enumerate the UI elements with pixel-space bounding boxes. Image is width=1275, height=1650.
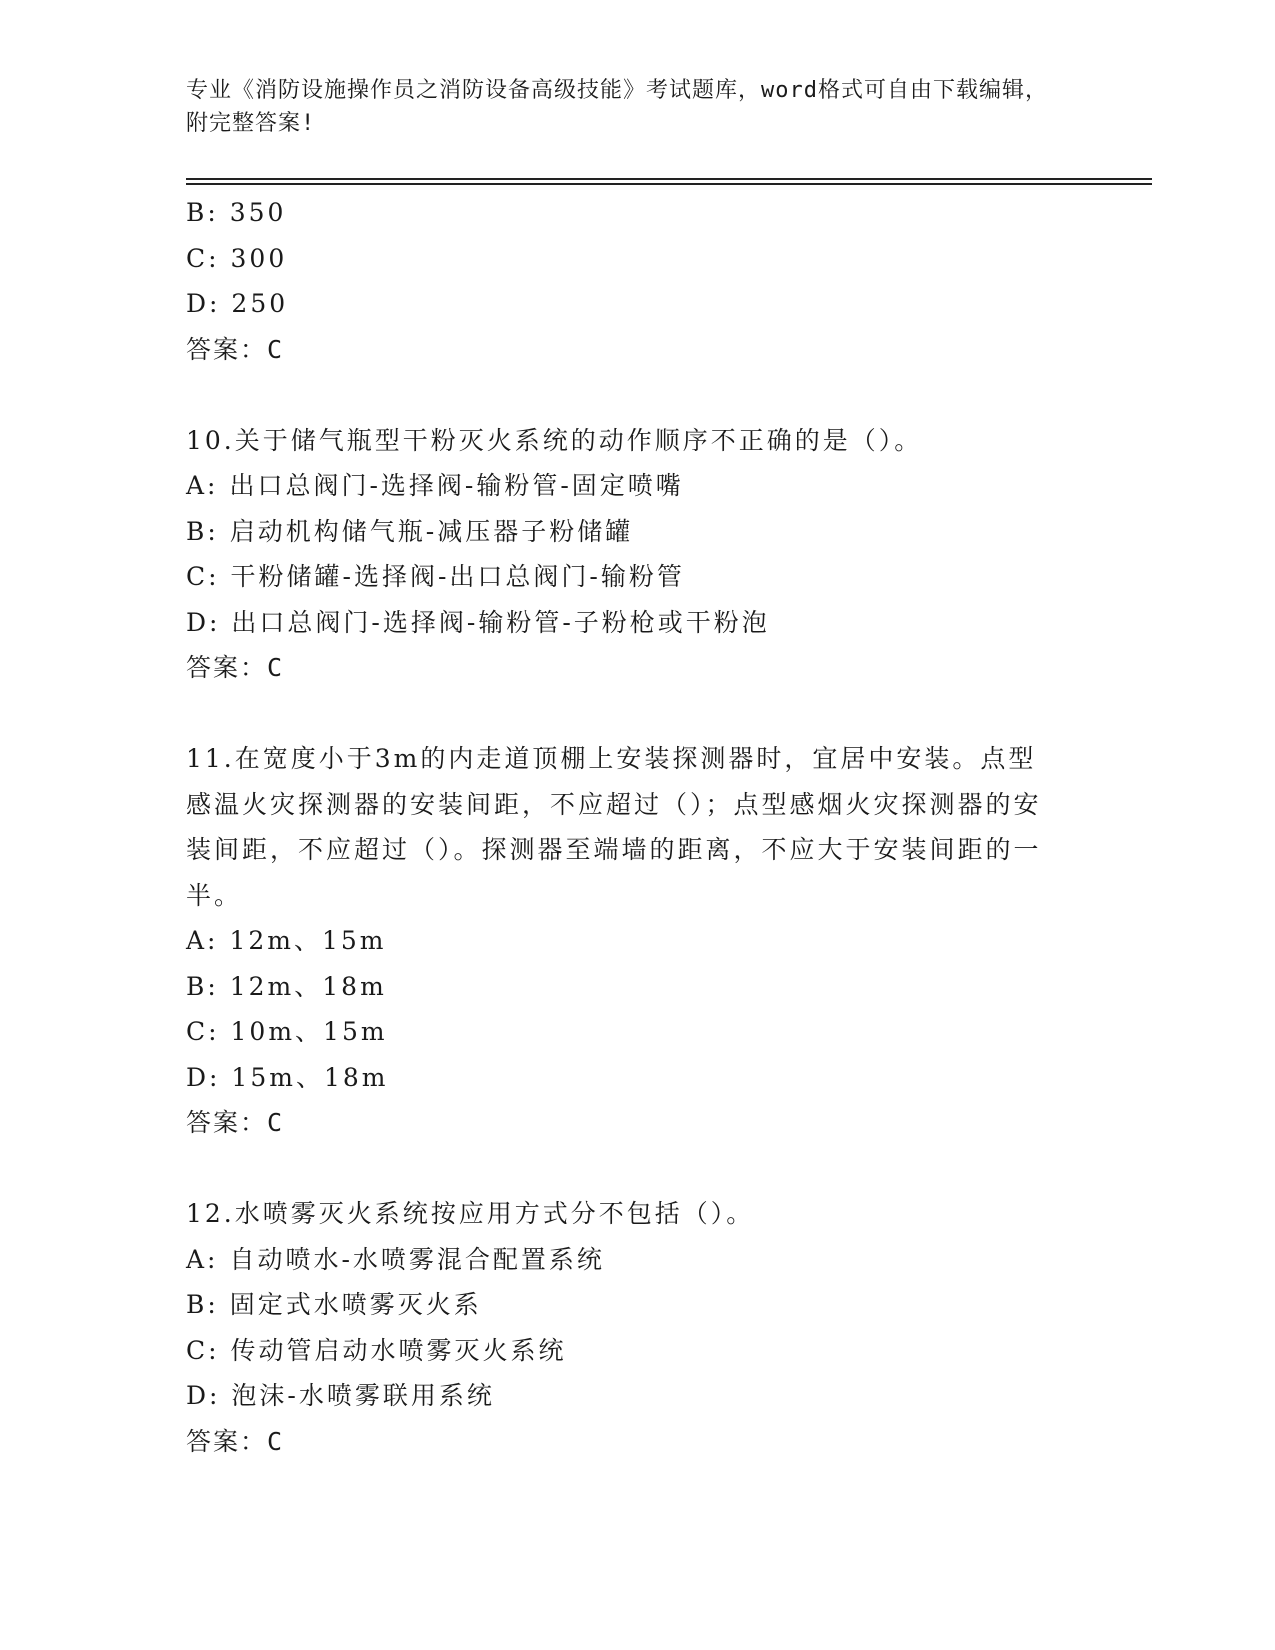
question-stem: 10.关于储气瓶型干粉灭火系统的动作顺序不正确的是（）。 [186,425,923,455]
option-c: C: 300 [186,243,288,273]
question-10 [186,418,1066,691]
option-a: A: 出口总阀门-选择阀-输粉管-固定喷嘴 [186,471,684,500]
option-c: C: 传动管启动水喷雾灭火系统 [186,1335,567,1365]
document-body [186,190,1066,1464]
header-rule-top [186,178,1152,180]
option-d: D: 出口总阀门-选择阀-输粉管-子粉枪或干粉泡 [186,607,770,637]
prev-question-options [186,190,1066,372]
answer-line: 答案：C [186,334,285,364]
option-b: B: 12m、18m [186,971,387,1001]
question-stem: 11.在宽度小于3m的内走道顶棚上安装探测器时，宜居中安装。点型感温火灾探测器的安装间距，不应超过（）；点型感烟火灾探测器的安装间距，不应超过（）。探测器至端墙的距离，不应大于安装间距的一半。 [186,744,1042,910]
option-c: C: 干粉储罐-选择阀-出口总阀门-输粉管 [186,562,685,591]
document-header: 专业《消防设施操作员之消防设备高级技能》考试题库，word格式可自由下载编辑，附完整答案! [186,78,1048,136]
option-d: D: 泡沫-水喷雾联用系统 [186,1381,495,1410]
option-b: B: 固定式水喷雾灭火系 [186,1290,482,1319]
question-stem: 12.水喷雾灭火系统按应用方式分不包括（）。 [186,1199,755,1228]
header-rule-bottom [186,183,1152,185]
answer-line: 答案：C [186,1108,285,1137]
option-b: B: 启动机构储气瓶-减压器子粉储罐 [186,516,634,546]
answer-line: 答案：C [186,653,285,682]
option-c: C: 10m、15m [186,1017,388,1046]
answer-line: 答案：C [186,1426,285,1456]
question-12 [186,1191,1066,1464]
option-b: B: 350 [186,198,287,227]
option-d: D: 250 [186,289,289,318]
option-a: A: 自动喷水-水喷雾混合配置系统 [186,1244,605,1274]
option-a: A: 12m、15m [186,926,387,955]
option-d: D: 15m、18m [186,1062,389,1092]
question-11 [186,736,1066,1146]
